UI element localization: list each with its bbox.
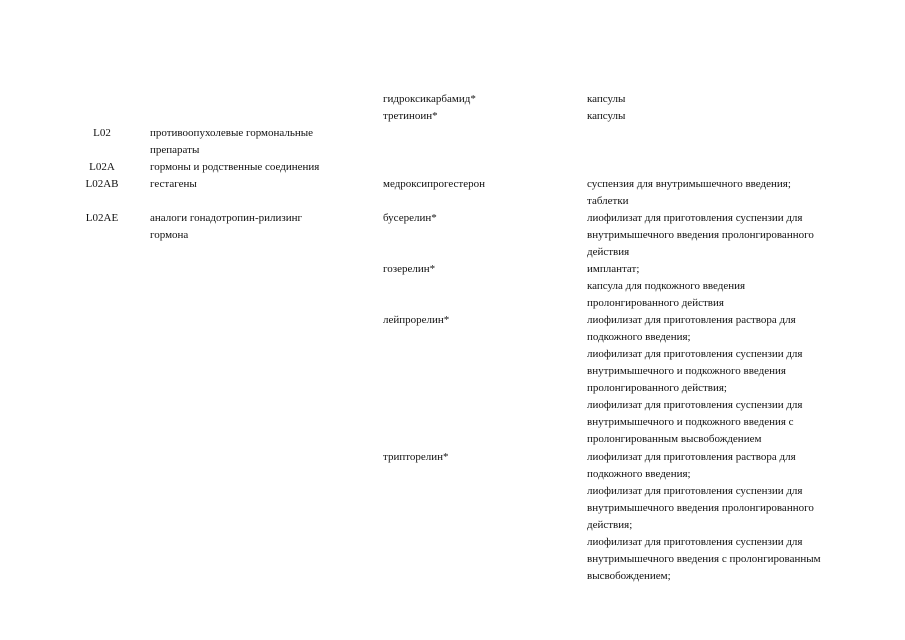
dosage-form-line: пролонгированного действия; — [587, 382, 727, 394]
dosage-form-line: лиофилизат для приготовления суспензии для — [587, 212, 803, 224]
drug-name-text: медроксипрогестерон — [383, 178, 486, 190]
atc-code: L02AE — [85, 212, 119, 224]
dosage-form-line: капсула для подкожного введения — [587, 280, 746, 292]
dosage-form-line: капсулы — [587, 93, 626, 105]
dosage-forms — [587, 210, 877, 261]
drug-name-text: гозерелин* — [383, 263, 436, 275]
drug-name-text: третиноин* — [383, 110, 438, 122]
atc-group-name-line: аналоги гонадотропин-рилизинг — [150, 212, 303, 224]
atc-group-name-line: противоопухолевые гормональные — [150, 127, 314, 139]
dosage-forms — [587, 449, 877, 585]
dosage-forms — [587, 91, 877, 108]
dosage-forms — [587, 312, 877, 448]
drug-name-text: бусерелин* — [383, 212, 437, 224]
atc-group-name — [150, 176, 365, 193]
dosage-form-line: высвобождением; — [587, 570, 671, 582]
atc-code: L02AB — [85, 178, 119, 190]
atc-group-name-line: гестагены — [150, 178, 197, 190]
dosage-forms — [587, 261, 877, 312]
dosage-form-line: лиофилизат для приготовления суспензии для — [587, 536, 803, 548]
dosage-form-line: пролонгированным высвобождением — [587, 433, 762, 445]
atc-group-name-line: препараты — [150, 144, 200, 156]
dosage-form-line: лиофилизат для приготовления суспензии для — [587, 399, 803, 411]
dosage-forms — [587, 108, 877, 125]
drug-name-text: гидроксикарбамид* — [383, 93, 476, 105]
drug-name — [383, 312, 573, 329]
dosage-form-line: суспензия для внутримышечного введения; — [587, 178, 791, 190]
dosage-form-line: имплантат; — [587, 263, 640, 275]
atc-group-name — [150, 159, 365, 176]
atc-code: L02A — [89, 161, 115, 173]
drug-name — [383, 261, 573, 278]
dosage-form-line: внутримышечного и подкожного введения с — [587, 416, 794, 428]
drug-name — [383, 449, 573, 466]
dosage-form-line: лиофилизат для приготовления суспензии для — [587, 485, 803, 497]
dosage-form-line: лиофилизат для приготовления суспензии для — [587, 348, 803, 360]
atc-code: L02 — [93, 127, 111, 139]
dosage-form-line: внутримышечного введения пролонгированного — [587, 502, 814, 514]
dosage-form-line: внутримышечного и подкожного введения — [587, 365, 786, 377]
dosage-form-line: лиофилизат для приготовления раствора для — [587, 314, 796, 326]
drug-name — [383, 91, 573, 108]
drug-name — [383, 108, 573, 125]
atc-group-name-line: гормоны и родственные соединения — [150, 161, 320, 173]
dosage-form-line: подкожного введения; — [587, 331, 691, 343]
dosage-form-line: лиофилизат для приготовления раствора для — [587, 451, 796, 463]
dosage-form-line: таблетки — [587, 195, 629, 207]
atc-group-name-line: гормона — [150, 229, 189, 241]
dosage-form-line: внутримышечного введения с пролонгированным — [587, 553, 821, 565]
drug-name-text: лейпрорелин* — [383, 314, 450, 326]
drug-name-text: трипторелин* — [383, 451, 449, 463]
dosage-form-line: подкожного введения; — [587, 468, 691, 480]
dosage-form-line: капсулы — [587, 110, 626, 122]
drug-name — [383, 176, 573, 193]
dosage-form-line: пролонгированного действия — [587, 297, 724, 309]
atc-group-name — [150, 125, 365, 159]
dosage-forms — [587, 176, 877, 210]
dosage-form-line: действия — [587, 246, 630, 258]
drug-name — [383, 210, 573, 227]
atc-group-name — [150, 210, 365, 244]
dosage-form-line: внутримышечного введения пролонгированного — [587, 229, 814, 241]
dosage-form-line: действия; — [587, 519, 633, 531]
